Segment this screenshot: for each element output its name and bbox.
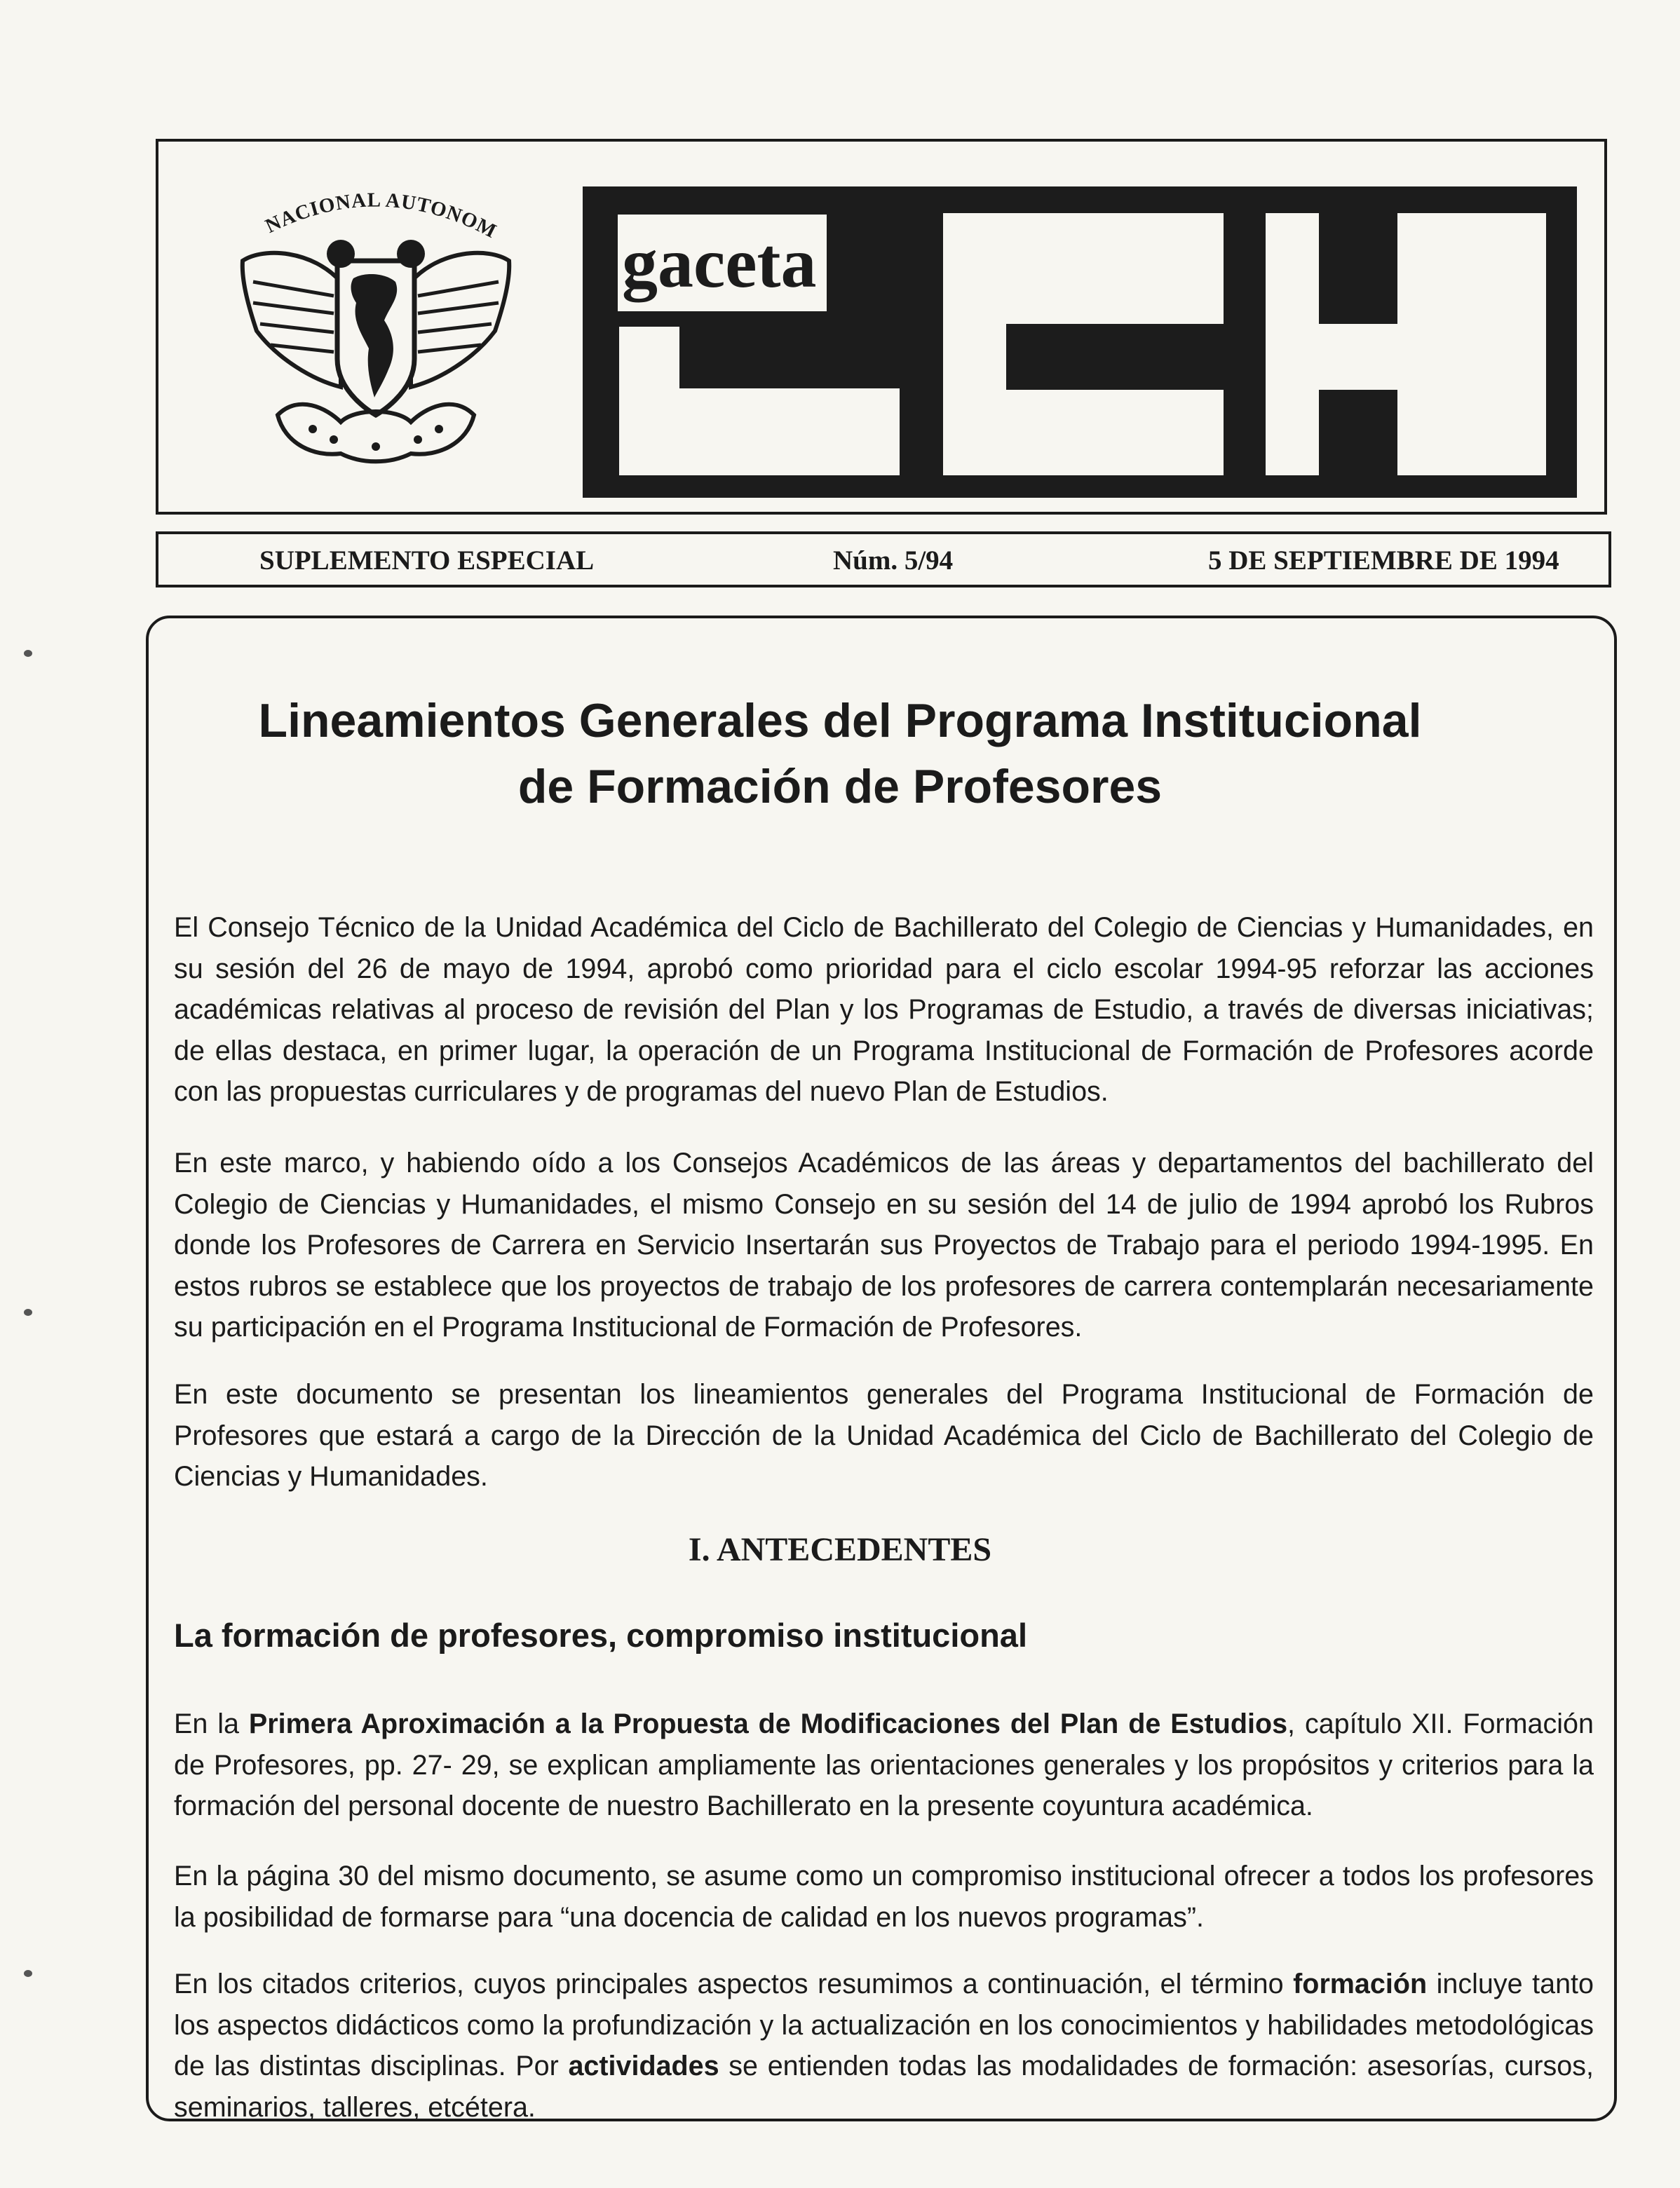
cited-document-title: Primera Aproximación a la Propuesta de Modificaciones del Plan de Estudios: [248, 1708, 1288, 1739]
issue-date: 5 DE SEPTIEMBRE DE 1994: [1208, 545, 1559, 576]
svg-text:UNIVERSIDAD NACIONAL AUTONOMA: [236, 184, 501, 243]
paragraph: En este documento se presentan los lineamientos generales del Programa Institucional de Formación de Profesores que estará a cargo de la Dirección de la Unidad Académica del Ciclo de Bachillerato del Colegio de Ciencias y Humanidades.: [174, 1379, 1594, 1492]
issue-info-bar: [156, 531, 1611, 587]
paragraph: En la Primera Aproximación a la Propuesta de Modificaciones del Plan de Estudios, capítulo XII. Formación de Profesores, pp. 27- 29, se explican ampliamente las orientaciones generales y los propósitos y criterios para la formación del personal docente de nuestro Bachillerato en la presente coyuntura académica.: [174, 1708, 1594, 1821]
gaceta-wordmark: gaceta: [618, 215, 827, 311]
paragraph: En los citados criterios, cuyos principales aspectos resumimos a continuación, el término formación incluye tanto los aspectos didácticos como la profundización y la actualización en los conocimientos y habilidades metodológicas de las distintas disciplinas. Por actividades se entienden todas las modalidades de formación: asesorías, cursos, seminarios, talleres, etcétera.: [174, 1969, 1594, 2123]
term-actividades: actividades: [568, 2051, 719, 2081]
paragraph: En este marco, y habiendo oído a los Consejos Académicos de las áreas y departamentos del bachillerato del Colegio de Ciencias y Humanidades, el mismo Consejo en su sesión del 14 de julio de 1994 aprobó los Rubros donde los Profesores de Carrera en Servicio Insertarán sus Proyectos de Trabajo para el periodo 1994-1995. En estos rubros se establece que los proyectos de trabajo de los profesores de carrera contemplarán necesariamente su participación en el Programa Institucional de Formación de Profesores.: [174, 1148, 1594, 1343]
issue-number: Núm. 5/94: [833, 545, 954, 576]
document-title-line-1: Lineamientos Generales del Programa Institucional: [258, 694, 1422, 747]
term-formacion: formación: [1293, 1969, 1428, 1999]
header-frame: [156, 139, 1607, 515]
subsection-heading: La formación de profesores, compromiso institucional: [174, 1617, 1027, 1654]
paragraph: En la página 30 del mismo documento, se asume como un compromiso institucional ofrecer a todos los profesores la posibilidad de formarse para “una docencia de calidad en los nuevos programas”.: [174, 1861, 1594, 1933]
paragraph: El Consejo Técnico de la Unidad Académica del Ciclo de Bachillerato del Colegio de Ciencias y Humanidades, en su sesión del 26 de mayo de 1994, aprobó como prioridad para el ciclo escolar 1994-95 reforzar las acciones académicas relativas al proceso de revisión del Plan y los Programas de Estudio, a través de diversas iniciativas; de ellas destaca, en primer lugar, la operación de un Programa Institucional de Formación de Profesores acorde con las propuestas curriculares y de programas del nuevo Plan de Estudios.: [174, 912, 1594, 1107]
seal-text: NACIONAL AUTONOM: [262, 189, 501, 243]
unam-seal-logo: [236, 184, 516, 478]
binder-hole: [24, 1970, 32, 1977]
binder-hole: [24, 650, 32, 657]
gaceta-cch-masthead: [583, 186, 1577, 498]
supplement-label: SUPLEMENTO ESPECIAL: [259, 545, 595, 576]
document-title-line-2: de Formación de Profesores: [517, 760, 1163, 813]
binder-hole: [24, 1309, 32, 1316]
section-heading: I. ANTECEDENTES: [688, 1531, 992, 1568]
